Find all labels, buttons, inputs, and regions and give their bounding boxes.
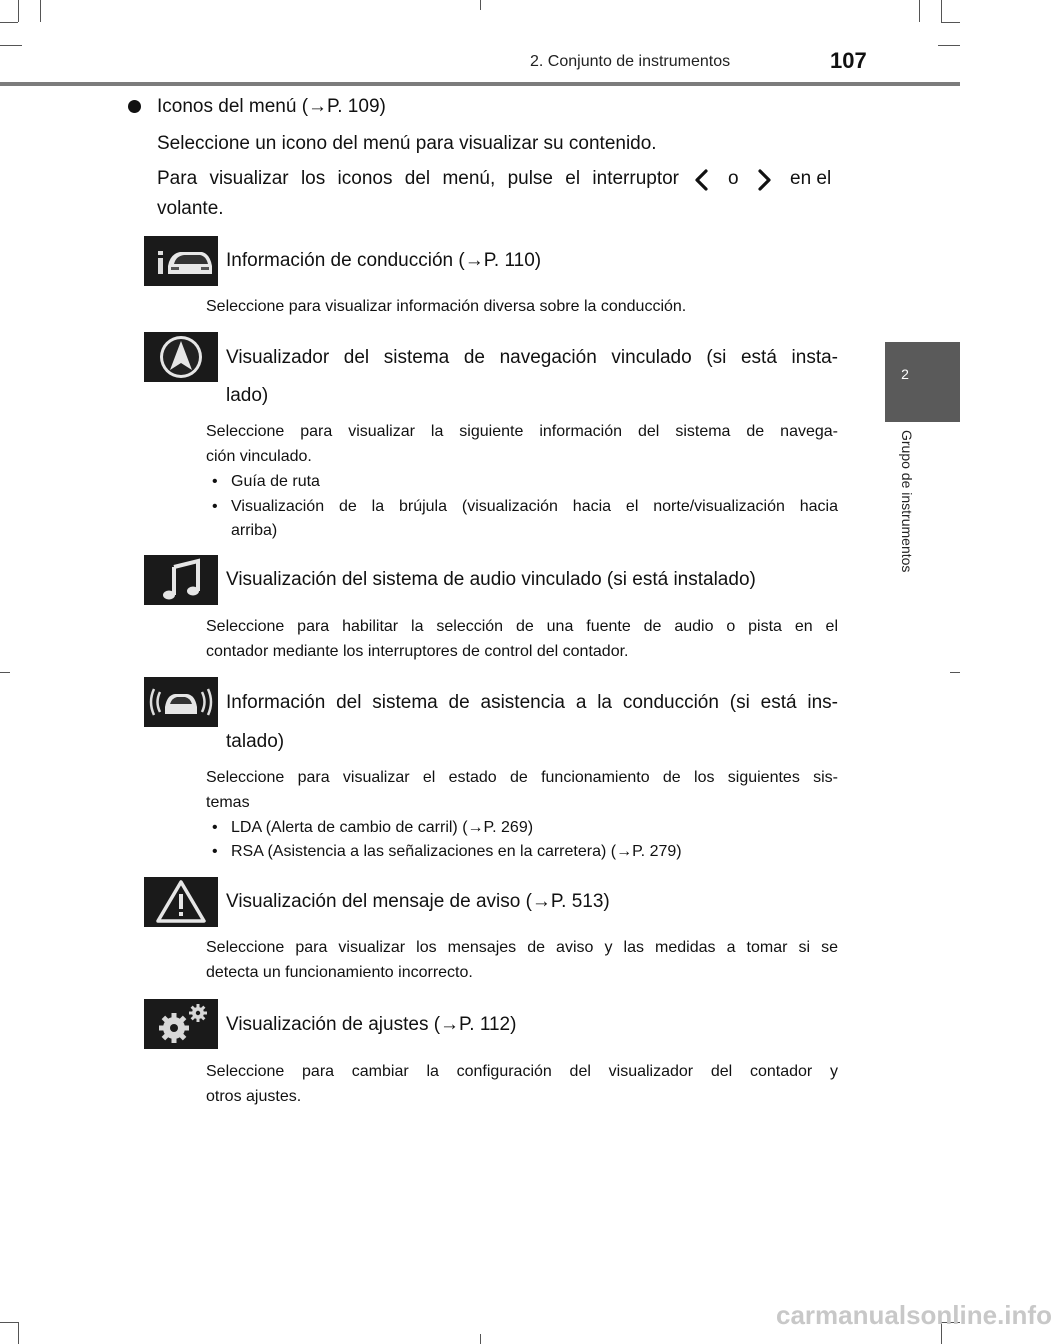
chevron-left-icon — [692, 168, 712, 192]
crop-mark — [941, 22, 960, 23]
crop-mark — [18, 1322, 19, 1344]
item-description: Seleccione para visualizar la siguiente información del sistema de navega- — [206, 423, 838, 440]
item-description: Seleccione para visualizar los mensajes de aviso y las medidas a tomar si se — [206, 939, 838, 956]
chapter-side-label — [897, 430, 915, 620]
crop-mark — [480, 1334, 481, 1344]
item-description-continued: otros ajustes. — [206, 1088, 302, 1105]
header-section-title: 2. Conjunto de instrumentos — [530, 53, 731, 70]
list-bullet: • — [212, 498, 218, 515]
list-item-text: arriba) — [231, 522, 278, 539]
list-item-text: Visualización de la brújula (visualización hacia el norte/visualización hacia — [231, 498, 838, 515]
item-description-continued: ción vinculado. — [206, 448, 312, 465]
header-divider — [0, 82, 960, 86]
list-item-text: Guía de ruta — [231, 473, 320, 490]
car-info-icon — [144, 236, 218, 286]
crop-mark — [941, 0, 942, 22]
crop-mark — [0, 22, 18, 23]
list-bullet: • — [212, 819, 218, 836]
item-description: Seleccione para cambiar la configuración del visualizador del contador y — [206, 1063, 838, 1080]
item-title: Información de conducción (→P. 110) — [226, 250, 542, 271]
intro-line: Seleccione un icono del menú para visualizar su contenido. — [157, 133, 657, 154]
intro-line: en el — [790, 168, 832, 189]
section-bullet — [128, 100, 141, 113]
crop-mark — [18, 0, 19, 22]
chapter-tab — [885, 342, 960, 422]
item-description: Seleccione para visualizar el estado de funcionamiento de los siguientes sis- — [206, 769, 838, 786]
gears-settings-icon — [144, 999, 218, 1049]
music-note-icon — [144, 555, 218, 605]
intro-line: Para visualizar los iconos del menú, pulse el interruptor — [157, 168, 679, 189]
crop-mark — [0, 1322, 18, 1323]
item-description: Seleccione para visualizar información diversa sobre la conducción. — [206, 298, 687, 315]
item-title: Visualizador del sistema de navegación vinculado (si está insta- — [226, 347, 838, 368]
item-title: Visualización del sistema de audio vinculado (si está instalado) — [226, 569, 756, 590]
chapter-tab-number: 2 — [901, 366, 909, 382]
crop-mark — [950, 672, 960, 673]
item-description-continued: detecta un funcionamiento incorrecto. — [206, 964, 473, 981]
item-description-continued: temas — [206, 794, 250, 811]
item-title: Información del sistema de asistencia a la conducción (si está ins- — [226, 692, 838, 713]
section-title: Iconos del menú (→P. 109) — [157, 96, 386, 117]
crop-mark — [0, 672, 10, 673]
list-item-text: RSA (Asistencia a las señalizaciones en la carretera) (→P. 279) — [231, 843, 682, 860]
list-bullet: • — [212, 473, 218, 490]
intro-word-o: o — [728, 168, 739, 189]
crop-mark — [938, 45, 960, 46]
list-bullet: • — [212, 843, 218, 860]
intro-line: volante. — [157, 198, 224, 219]
item-title: Visualización de ajustes (→P. 112) — [226, 1014, 517, 1035]
item-title: Visualización del mensaje de aviso (→P. 513) — [226, 891, 610, 912]
item-description: Seleccione para habilitar la selección de una fuente de audio o pista en el — [206, 618, 838, 635]
navigation-arrow-icon — [144, 332, 218, 382]
chevron-right-icon — [754, 168, 774, 192]
driving-assist-icon — [144, 677, 218, 727]
crop-mark — [480, 0, 481, 10]
warning-triangle-icon — [144, 877, 218, 927]
item-title-continued: lado) — [226, 385, 269, 406]
chapter-side-label-text: Grupo de instrumentos — [899, 430, 915, 573]
page-number: 107 — [830, 48, 867, 73]
crop-mark — [40, 0, 41, 22]
item-title-continued: talado) — [226, 731, 285, 752]
list-item-text: LDA (Alerta de cambio de carril) (→P. 269) — [231, 819, 534, 836]
item-description-continued: contador mediante los interruptores de control del contador. — [206, 643, 629, 660]
watermark: carmanualsonline.info — [776, 1300, 1052, 1330]
crop-mark — [919, 0, 920, 22]
crop-mark — [0, 45, 22, 46]
